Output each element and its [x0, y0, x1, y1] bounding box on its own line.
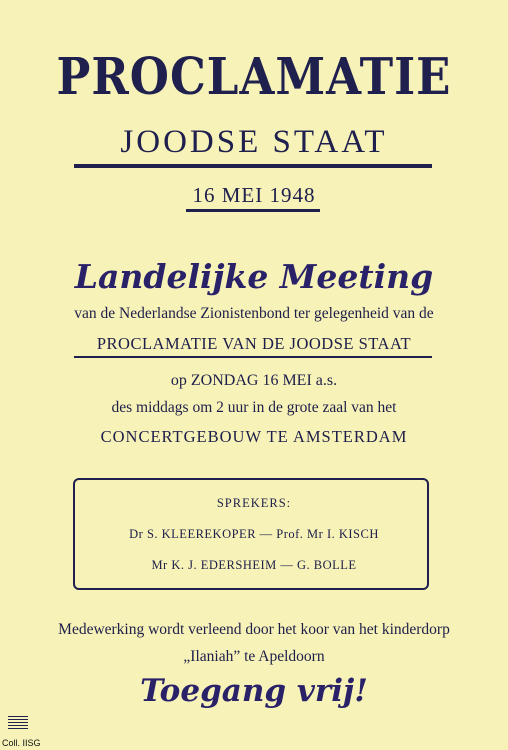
- poster-date: 16 MEI 1948: [192, 183, 316, 207]
- admission-text: Toegang vrij!: [140, 673, 368, 709]
- time-line: des middags om 2 uur in de grote zaal van het: [111, 399, 397, 416]
- proclamation-underline: [74, 356, 432, 358]
- speakers-row: Dr S. KLEEREKOPER — Prof. Mr I. KISCH: [129, 527, 379, 541]
- title-divider: [74, 164, 432, 168]
- venue-line: CONCERTGEBOUW TE AMSTERDAM: [100, 427, 408, 446]
- speakers-row: Mr K. J. EDERSHEIM — G. BOLLE: [151, 558, 357, 572]
- date-line: op ZONDAG 16 MEI a.s.: [170, 372, 338, 389]
- date-underline: [186, 209, 320, 212]
- meeting-heading: Landelijke Meeting: [74, 257, 434, 296]
- speakers-title: SPREKERS:: [216, 496, 292, 510]
- printer-mark-icon: [8, 716, 28, 734]
- organizer-line: van de Nederlandse Zionistenbond ter gelegenheid van de: [74, 305, 434, 322]
- choir-location-line: „Ilaniah” te Apeldoorn: [183, 648, 325, 665]
- proclamation-line: PROCLAMATIE VAN DE JOODSE STAAT: [96, 334, 412, 353]
- choir-line: Medewerking wordt verleend door het koor van het kinderdorp: [58, 621, 450, 638]
- poster-subtitle: JOODSE STAAT: [120, 124, 388, 160]
- poster-title: PROCLAMATIE: [56, 46, 452, 107]
- collection-label: Coll. IISG: [2, 738, 41, 748]
